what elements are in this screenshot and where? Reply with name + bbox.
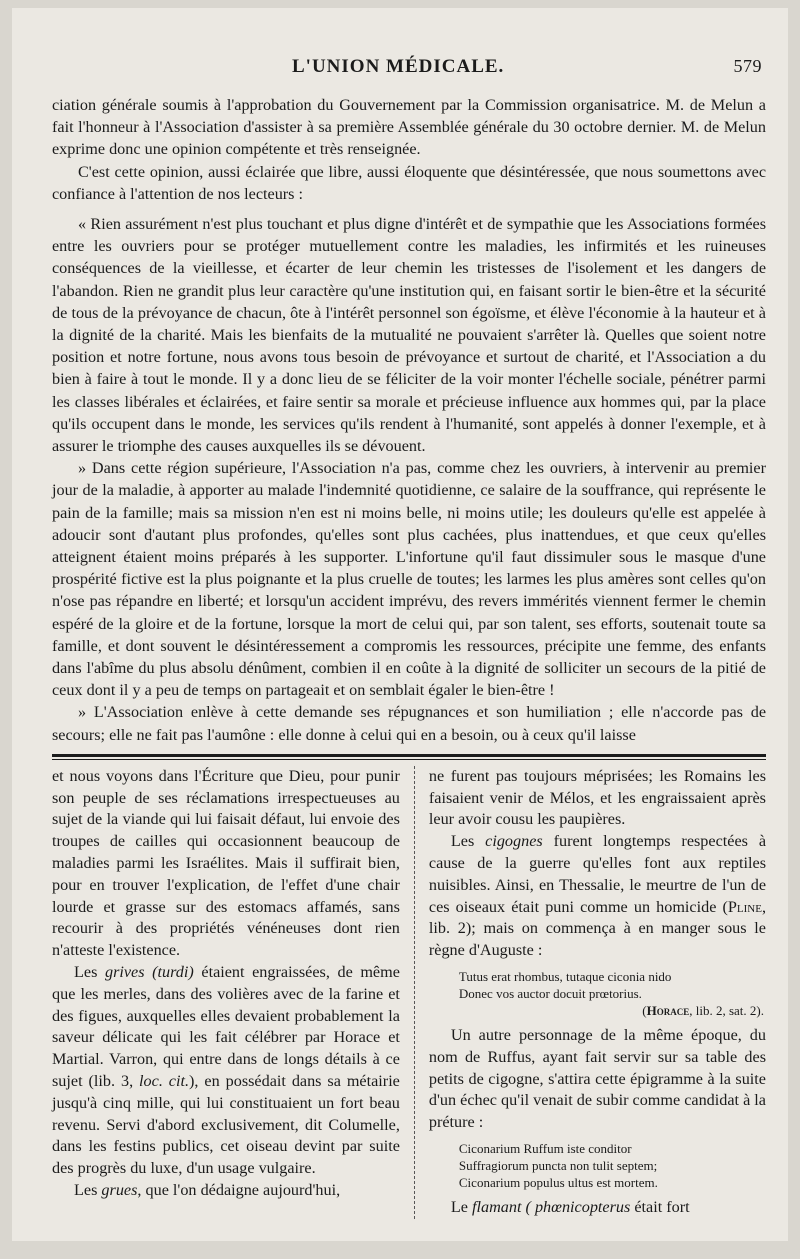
left-paragraph-3 bbox=[52, 1180, 400, 1202]
text-run: Les bbox=[74, 1181, 102, 1200]
left-paragraph-1: et nous voyons dans l'Écriture que Dieu, pour punir son peuple de ses réclamations irrespectueuses au sujet de la viande qui lui faisait défaut, lui envoie des troupes de cailles qui occasionnent beaucoup de maladies parmi les Israélites. Mais il suffirait bien, pour en trouver l'explication, de l'effet d'une chair lourde et grasse sur des estomacs affamés, sans recourir à des propriétés vénéneuses dont rien n'atteste l'existence. bbox=[52, 766, 400, 960]
text-run: furent longtemps respectées à cause de la guerre qu'elles font aux reptiles nuisibles. Ainsi, en Thessalie, le meurtre de l'un de ces oiseaux était puni comme un homicide ( bbox=[428, 832, 767, 916]
text-run: ), en possédait dans sa métairie jusqu'à cinq mille, qui lui constituaient un fort beau revenu. Servi d'abord exclusivement, dit Columelle, dans les festins publics, cet oiseau devint par suite des progrès du luxe, d'un usage vulgaire. bbox=[52, 1072, 400, 1178]
text-run: Le bbox=[450, 1198, 473, 1217]
right-paragraph-3: Un autre personnage de la même époque, du nom de Ruffus, ayant fait servir sur sa table des petits de cigogne, s'attira cette épigramme à la suite d'un échec qu'il venait de subir comme candidat à la préture : bbox=[428, 1026, 766, 1132]
citation-author: Horace bbox=[646, 1003, 690, 1019]
left-paragraph-2 bbox=[52, 962, 400, 1180]
text-run: Les bbox=[450, 832, 486, 851]
text-run: Les bbox=[74, 963, 105, 982]
latin-verse-2 bbox=[459, 1140, 766, 1191]
feuilleton-divider-thin bbox=[52, 759, 766, 760]
article-body bbox=[52, 94, 766, 746]
quote-paragraph-1: « Rien assurément n'est plus touchant et plus digne d'intérêt et de sympathie que les Associations formées entre les ouvriers pour se protéger mutuellement contre les maladies, les infirmités et les ruineuses conséquences de la vieillesse, et écarter de leur chemin les tristesses de l'isolement et les dangers de l'abandon. Rien ne grandit plus leur caractère qu'une institution qui, en faisant sortir le bien-être et la sécurité de tous de la prévoyance de chacun, ôte à l'intérêt personnel son égoïsme, et élève l'économie à la hauteur et à la dignité de la charité. Mais les bienfaits de la mutualité ne pouvaient s'arrêter là. Quelles que soient notre position et notre fortune, nous avons tous besoin de prévoyance et surtout de charité, et l'Association a du bien à faire à tout le monde. Il y a donc lieu de se féliciter de la voir monter l'échelle sociale, pénétrer parmi les classes libérales et éclairées, et faire sentir sa morale et précieuse influence aux hommes qui, par la place qu'ils occupent dans le monde, les services qu'ils rendent à l'humanité, sont appelés à donner l'exemple, et à assurer le triomphe des causes auxquelles ils se dévouent. bbox=[52, 215, 766, 456]
paragraph-intro: C'est cette opinion, aussi éclairée que libre, aussi éloquente que désintéressée, que nous soumettons avec confiance à l'attention de nos lecteurs : bbox=[52, 162, 766, 203]
verse-line: Donec vos auctor docuit prœtorius. bbox=[458, 986, 642, 1002]
column-separator bbox=[414, 766, 415, 1219]
right-paragraph-2 bbox=[429, 831, 766, 962]
italic-term: flamant ( phœnicopterus bbox=[472, 1198, 631, 1217]
small-caps-name: Pline bbox=[727, 897, 762, 916]
feuilleton-columns bbox=[52, 766, 766, 1219]
verse-line: Ciconarium populus ultus est mortem. bbox=[458, 1175, 658, 1191]
right-column bbox=[429, 766, 766, 1219]
right-paragraph-1: ne furent pas toujours méprisées; les Romains les faisaient venir de Mélos, et les engraissaient après leur avoir cousu les paupières. bbox=[428, 766, 766, 829]
text-run: , lib. 2); mais on commença à en manger sous le règne d'Auguste : bbox=[428, 897, 766, 960]
text-run: , que l'on dédaigne aujourd'hui, bbox=[137, 1181, 341, 1200]
italic-term: grues bbox=[101, 1181, 138, 1200]
verse-line: Ciconarium Ruffum iste conditor bbox=[458, 1141, 632, 1157]
verse-line: Tutus erat rhombus, tutaque ciconia nido bbox=[458, 969, 672, 985]
feuilleton-divider bbox=[52, 754, 766, 757]
verse-citation: (Horace, lib. 2, sat. 2). bbox=[642, 1003, 764, 1019]
citation-ref: , lib. 2, sat. 2). bbox=[689, 1003, 764, 1019]
verse-line: Suffragiorum puncta non tulit septem; bbox=[458, 1158, 658, 1174]
newspaper-page bbox=[12, 8, 788, 1241]
italic-term: cigognes bbox=[485, 832, 543, 851]
text-run: étaient engraissées, de même que les merles, dans des volières avec de la farine et des figues, auxquelles elles devaient probablement la saveur délicate qui les fait célébrer par Horace et Martial. Varron, qui entre dans de longs détails à ce sujet (lib. 3, bbox=[52, 963, 400, 1091]
journal-title: L'UNION MÉDICALE. bbox=[292, 56, 505, 77]
italic-term: loc. cit. bbox=[139, 1072, 190, 1091]
right-paragraph-4 bbox=[429, 1197, 766, 1219]
running-header bbox=[52, 56, 766, 78]
paragraph-continuation: ciation générale soumis à l'approbation du Gouvernement par la Commission organisatrice. M. de Melun a fait l'honneur à l'Association d'assister à sa première Assemblée générale du 30 octobre dernier. M. de Melun exprime donc une opinion compétente et très renseignée. bbox=[52, 96, 766, 159]
latin-verse-1 bbox=[459, 968, 766, 1019]
italic-term: grives (turdi) bbox=[104, 963, 194, 982]
text-run: était fort bbox=[630, 1198, 690, 1217]
quote-paragraph-3: » L'Association enlève à cette demande ses répugnances et son humiliation ; elle n'accorde pas de secours; elle ne fait pas l'aumône : elle donne à celui qui en a besoin, ou à ceux qu'il laisse bbox=[52, 703, 766, 744]
page-number: 579 bbox=[733, 56, 762, 76]
quote-paragraph-2: » Dans cette région supérieure, l'Association n'a pas, comme chez les ouvriers, à intervenir au premier jour de la maladie, à apporter au malade l'indemnité quotidienne, ce salaire de la souffrance, qui représente le pain de la famille; mais sa mission n'en est ni moins belle, ni moins utile; les douleurs qu'elle est appelée à adoucir sont d'autant plus profondes, qu'elles sont plus cachées, plus inattendues, et que ceux qu'elles atteignent étaient moins préparés à les supporter. L'infortune qu'il faut dissimuler sous le masque d'une prospérité fictive est la plus poignante et la plus cruelle de toutes; les larmes les plus amères sont celles qu'on n'ose pas répandre en liberté; et lorsqu'un accident imprévu, des revers immérités viennent fermer le chemin espéré de la gloire et de la fortune, lorsque la mort de celui qui, par son talent, ses efforts, soutenait toute sa famille, et dont souvent le désintéressement a compromis les ressources, précipite une femme, des enfants dans l'abîme du plus absolu dénûment, combien il en coûte à la dignité de solliciter un secours de la pitié de ceux dont il y a peu de temps on partageait et on semblait égaler le bien-être ! bbox=[52, 459, 766, 700]
left-column bbox=[52, 766, 400, 1219]
